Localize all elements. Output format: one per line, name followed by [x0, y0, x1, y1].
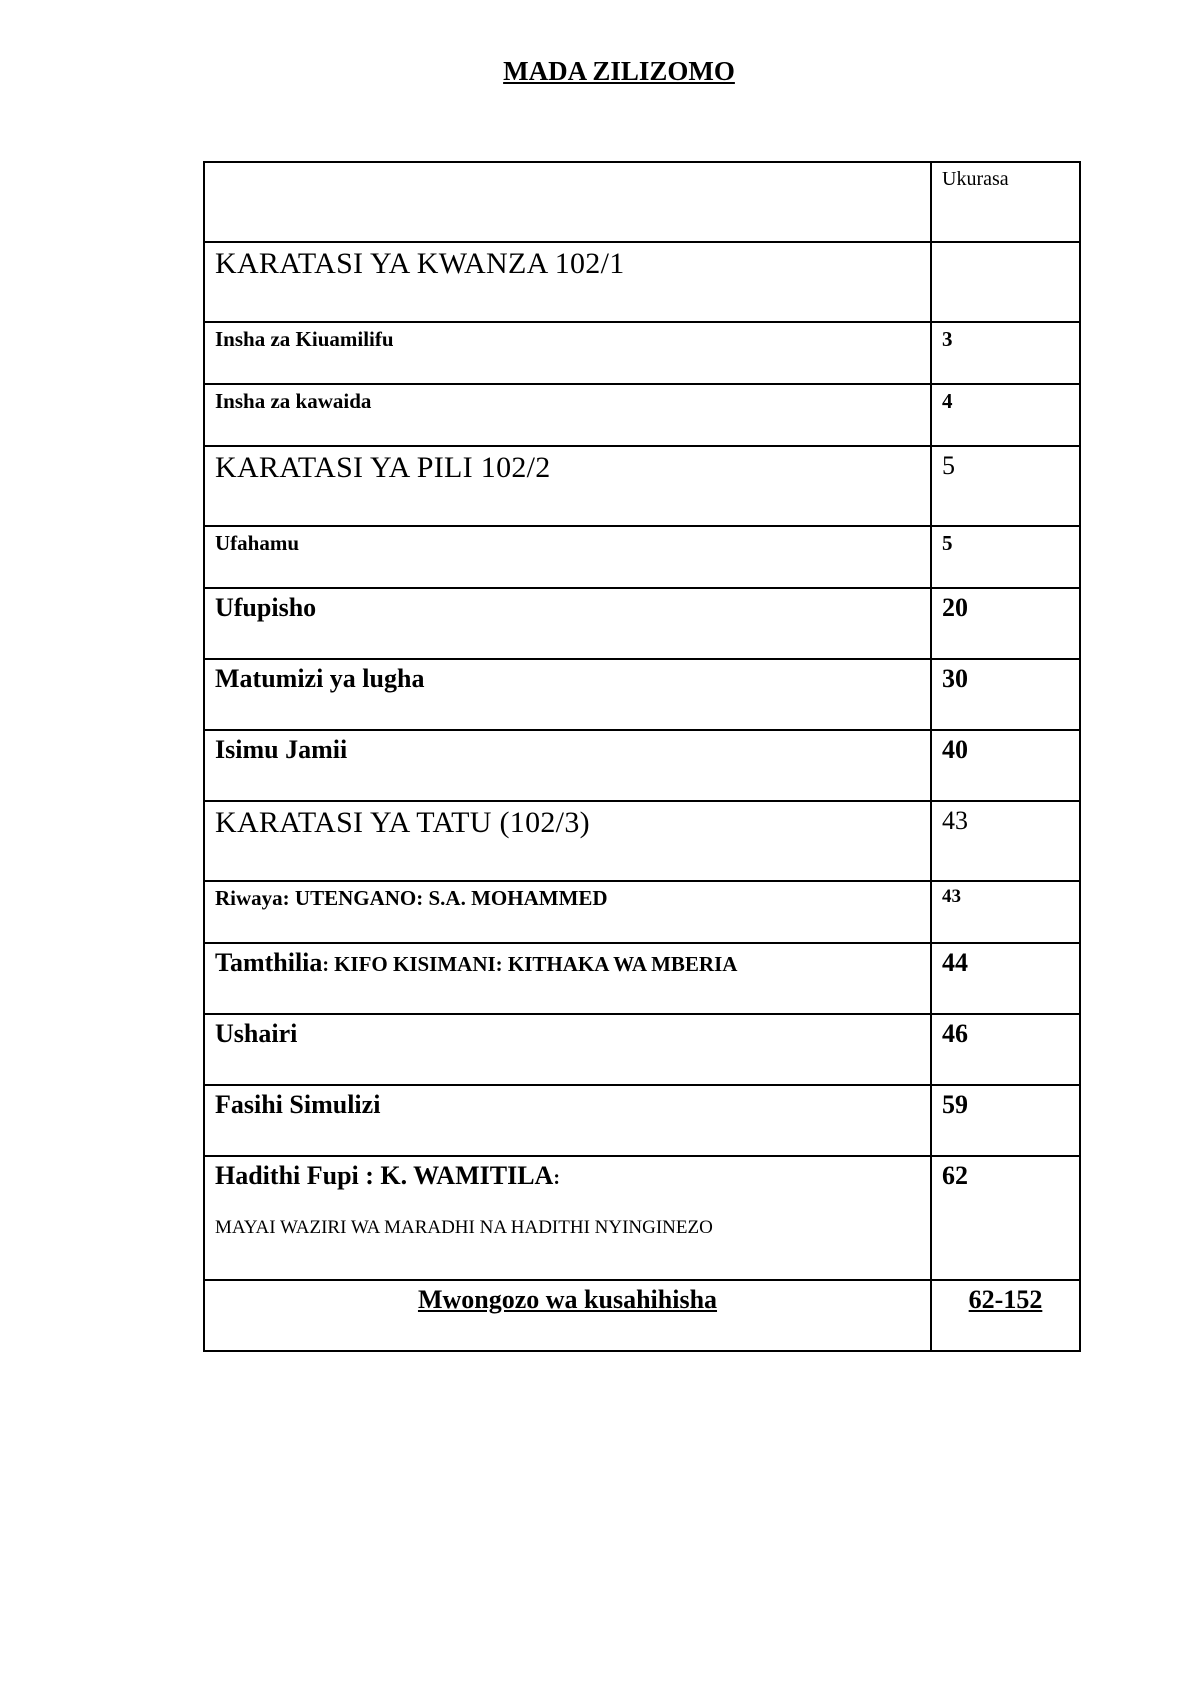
- topic-label: Ufahamu: [204, 526, 931, 588]
- table-row: [204, 588, 1080, 659]
- footer-page: 62-152: [968, 1285, 1043, 1314]
- page-column-header: Ukurasa: [931, 162, 1080, 242]
- topic-label: Ushairi: [204, 1014, 931, 1085]
- table-row: [204, 943, 1080, 1014]
- footer-page-cell: [931, 1280, 1080, 1351]
- table-row: [204, 659, 1080, 730]
- section-page: [931, 242, 1080, 322]
- page-number: 46: [931, 1014, 1080, 1085]
- page-number: 40: [931, 730, 1080, 801]
- footer-row: [204, 1280, 1080, 1351]
- page-title: MADA ZILIZOMO: [503, 56, 735, 86]
- footer-label: Mwongozo wa kusahihisha: [417, 1285, 718, 1314]
- topic-label: Insha za kawaida: [204, 384, 931, 446]
- page-number: 30: [931, 659, 1080, 730]
- contents-table: [203, 161, 1081, 1352]
- section-page: 43: [931, 801, 1080, 881]
- page-number: 62: [931, 1156, 1080, 1280]
- page-number: 43: [931, 881, 1080, 943]
- table-row: [204, 1156, 1080, 1280]
- page-number: 44: [931, 943, 1080, 1014]
- header-row: [204, 162, 1080, 242]
- section-title: KARATASI YA PILI 102/2: [204, 446, 931, 526]
- section-page: 5: [931, 446, 1080, 526]
- section-row: [204, 446, 1080, 526]
- section-title: KARATASI YA KWANZA 102/1: [204, 242, 931, 322]
- topic-label: Fasihi Simulizi: [204, 1085, 931, 1156]
- topic-detail: KIFO KISIMANI: KITHAKA WA MBERIA: [334, 952, 738, 976]
- section-title: KARATASI YA TATU (102/3): [204, 801, 931, 881]
- topic-subtitle: MAYAI WAZIRI WA MARADHI NA HADITHI NYINGINEZO: [215, 1217, 713, 1238]
- page-number: 4: [931, 384, 1080, 446]
- topic-label: Insha za Kiuamilifu: [204, 322, 931, 384]
- header-topic-cell: [204, 162, 931, 242]
- topic-cell: [204, 943, 931, 1014]
- topic-colon: :: [553, 1167, 560, 1189]
- table-row: [204, 526, 1080, 588]
- table-row: [204, 384, 1080, 446]
- table-row: [204, 881, 1080, 943]
- topic-label: Tamthilia: [215, 948, 323, 977]
- table-row: [204, 1014, 1080, 1085]
- topic-label: Hadithi Fupi : K. WAMITILA: [215, 1161, 554, 1190]
- footer-label-cell: [204, 1280, 931, 1351]
- page-number: 3: [931, 322, 1080, 384]
- table-row: [204, 1085, 1080, 1156]
- section-row: [204, 242, 1080, 322]
- topic-label: Riwaya: UTENGANO: S.A. MOHAMMED: [204, 881, 931, 943]
- page-number: 20: [931, 588, 1080, 659]
- topic-label: Isimu Jamii: [204, 730, 931, 801]
- page-number: 5: [931, 526, 1080, 588]
- topic-label: Matumizi ya lugha: [204, 659, 931, 730]
- page-number: 59: [931, 1085, 1080, 1156]
- topic-label: Ufupisho: [204, 588, 931, 659]
- section-row: [204, 801, 1080, 881]
- table-row: [204, 730, 1080, 801]
- table-row: [204, 322, 1080, 384]
- topic-colon: :: [322, 954, 335, 976]
- topic-cell: [204, 1156, 931, 1280]
